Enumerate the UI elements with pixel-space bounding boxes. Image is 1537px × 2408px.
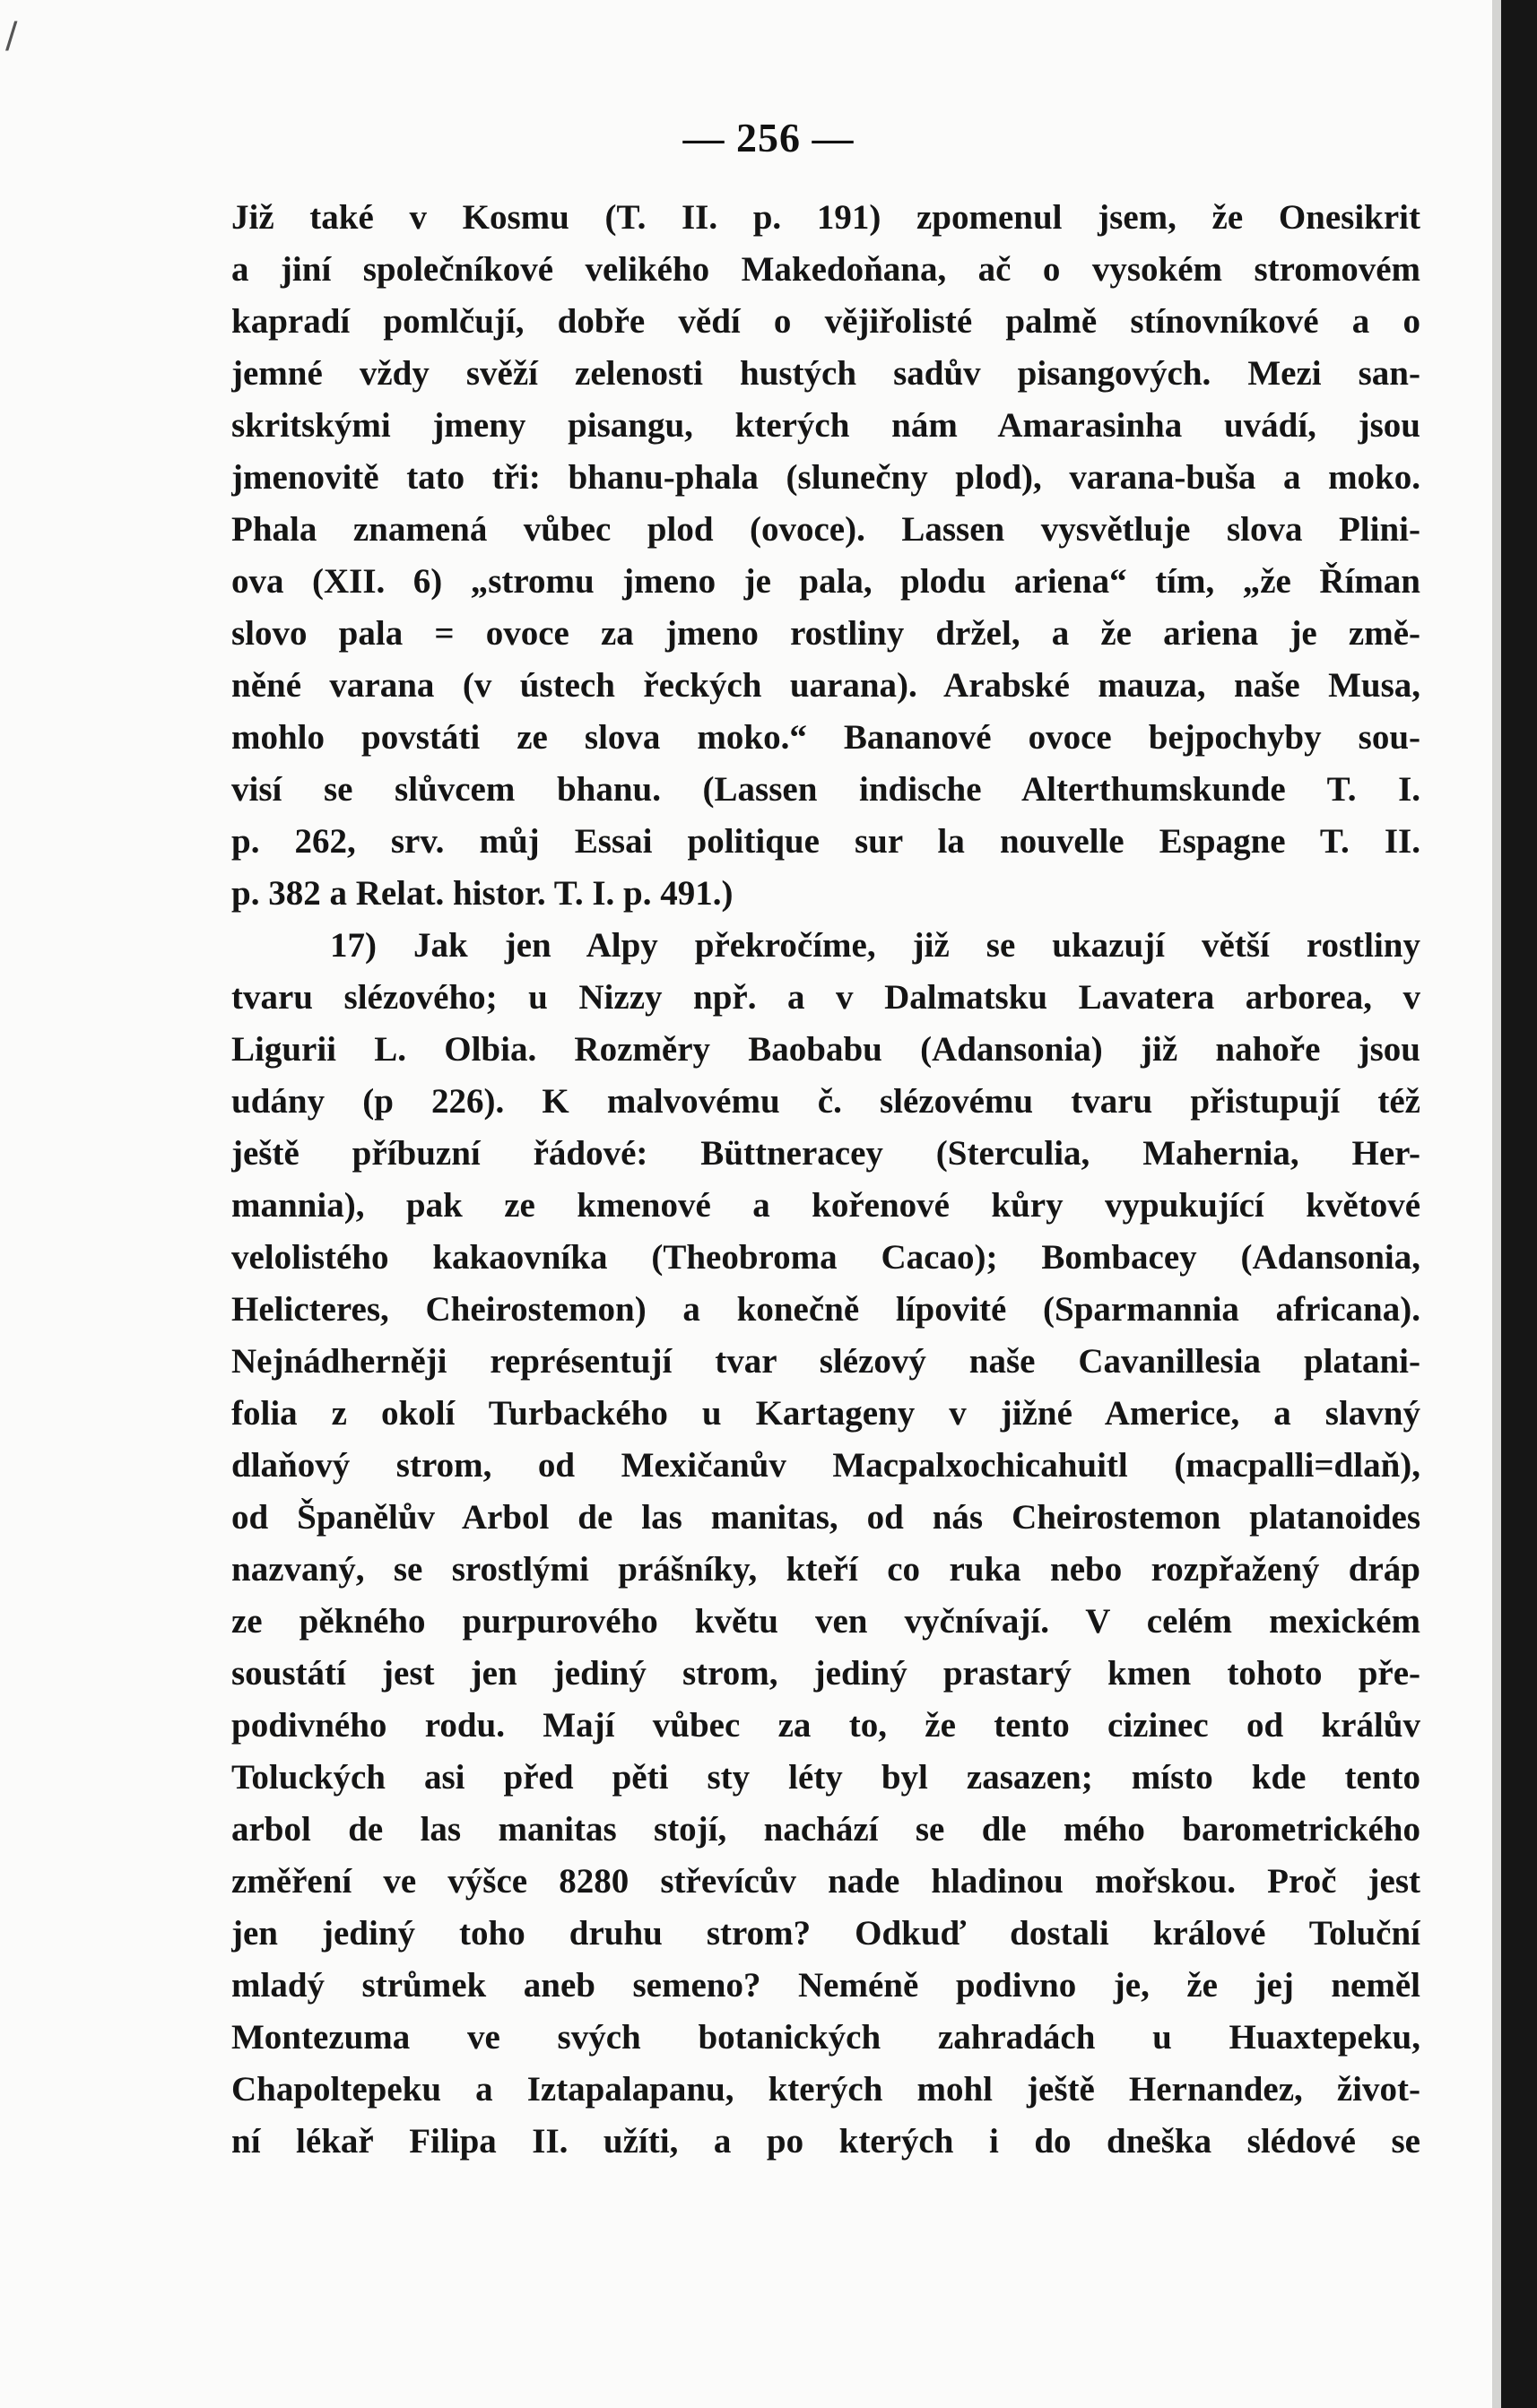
text-line: velolistého kakaovníka (Theobroma Cacao); Bombacey (Adansonia, [231, 1238, 1420, 1277]
page-header: — 256 — [682, 115, 855, 160]
text-line: ze pěkného purpurového květu ven vyčnívají. V celém mexickém [231, 1602, 1420, 1641]
text-line: ní lékař Filipa II. užíti, a po kterých i do dneška slédové se [231, 2122, 1420, 2161]
text-line: Phala znamená vůbec plod (ovoce). Lassen vysvětluje slova Plini- [231, 510, 1420, 549]
text-line: kapradí pomlčují, dobře vědí o vějiřolisté palmě stínovníkové a o [231, 302, 1420, 341]
text-line: mannia), pak ze kmenové a kořenové kůry vypukující květové [231, 1186, 1420, 1225]
text-line: změření ve výšce 8280 střevícův nade hladinou mořskou. Proč jest [231, 1862, 1420, 1901]
text-line: Chapoltepeku a Iztapalapanu, kterých mohl ještě Hernandez, život- [231, 2070, 1420, 2109]
text-line: arbol de las manitas stojí, nachází se dle mého barometrického [231, 1810, 1420, 1849]
text-line: něné varana (v ústech řeckých uarana). Arabské mauza, naše Musa, [231, 666, 1420, 705]
text-line: folia z okolí Turbackého u Kartageny v jižné Americe, a slavný [231, 1394, 1420, 1433]
corner-mark: / [5, 15, 18, 56]
text-line: a jiní společníkové velikého Makedoňana, ač o vysokém stromovém [231, 250, 1420, 289]
text-line: soustátí jest jen jediný strom, jediný prastarý kmen tohoto pře- [231, 1654, 1420, 1693]
text-line: mladý strůmek aneb semeno? Neméně podivno je, že jej neměl [231, 1966, 1420, 2005]
text-line: Helicteres, Cheirostemon) a konečně lípovité (Sparmannia africana). [231, 1290, 1420, 1329]
text-line: podivného rodu. Mají vůbec za to, že tento cizinec od králův [231, 1706, 1420, 1745]
text-line: p. 382 a Relat. histor. T. I. p. 491.) [231, 874, 734, 913]
text-line: skritskými jmeny pisangu, kterých nám Amarasinha uvádí, jsou [231, 406, 1420, 445]
text-line: od Španělův Arbol de las manitas, od nás Cheirostemon platanoides [231, 1498, 1420, 1537]
scan-border-right [1501, 0, 1537, 2408]
text-line: nazvaný, se srostlými prášníky, kteří co ruka nebo rozpřažený dráp [231, 1550, 1420, 1589]
text-line: mohlo povstáti ze slova moko.“ Bananové ovoce bejpochyby sou- [231, 718, 1420, 757]
text-line: slovo pala = ovoce za jmeno rostliny držel, a že ariena je změ- [231, 614, 1420, 653]
text-line: p. 262, srv. můj Essai politique sur la nouvelle Espagne T. II. [231, 822, 1420, 861]
text-line: ova (XII. 6) „stromu jmeno je pala, plodu ariena“ tím, „že Říman [231, 562, 1420, 601]
text-line: Montezuma ve svých botanických zahradách u Huaxtepeku, [231, 2018, 1420, 2057]
text-line: jemné vždy svěží zelenosti hustých sadův pisangových. Mezi san- [231, 354, 1420, 393]
text-line: Již také v Kosmu (T. II. p. 191) zpomenul jsem, že Onesikrit [231, 198, 1420, 237]
text-line: Ligurii L. Olbia. Rozměry Baobabu (Adansonia) již nahoře jsou [231, 1030, 1420, 1069]
text-line: ještě příbuzní řádové: Büttneracey (Sterculia, Mahernia, Her- [231, 1134, 1420, 1173]
text-line: udány (p 226). K malvovému č. slézovému tvaru přistupují též [231, 1082, 1420, 1121]
text-line: tvaru slézového; u Nizzy npř. a v Dalmatsku Lavatera arborea, v [231, 978, 1420, 1017]
text-line: Toluckých asi před pěti sty léty byl zasazen; místo kde tento [231, 1758, 1420, 1797]
text-line: dlaňový strom, od Mexičanův Macpalxochicahuitl (macpalli=dlaň), [231, 1446, 1420, 1485]
text-line: 17) Jak jen Alpy překročíme, již se ukazují větší rostliny [330, 926, 1420, 965]
text-line: jen jediný toho druhu strom? Odkuď dostali králové Toluční [231, 1914, 1420, 1953]
text-line: jmenovitě tato tři: bhanu-phala (slunečny plod), varana-buša a moko. [231, 458, 1420, 497]
text-line: visí se slůvcem bhanu. (Lassen indische Alterthumskunde T. I. [231, 770, 1420, 809]
text-line: Nejnádherněji représentují tvar slézový naše Cavanillesia platani- [231, 1342, 1420, 1381]
page-edge-shadow [1492, 0, 1501, 2408]
